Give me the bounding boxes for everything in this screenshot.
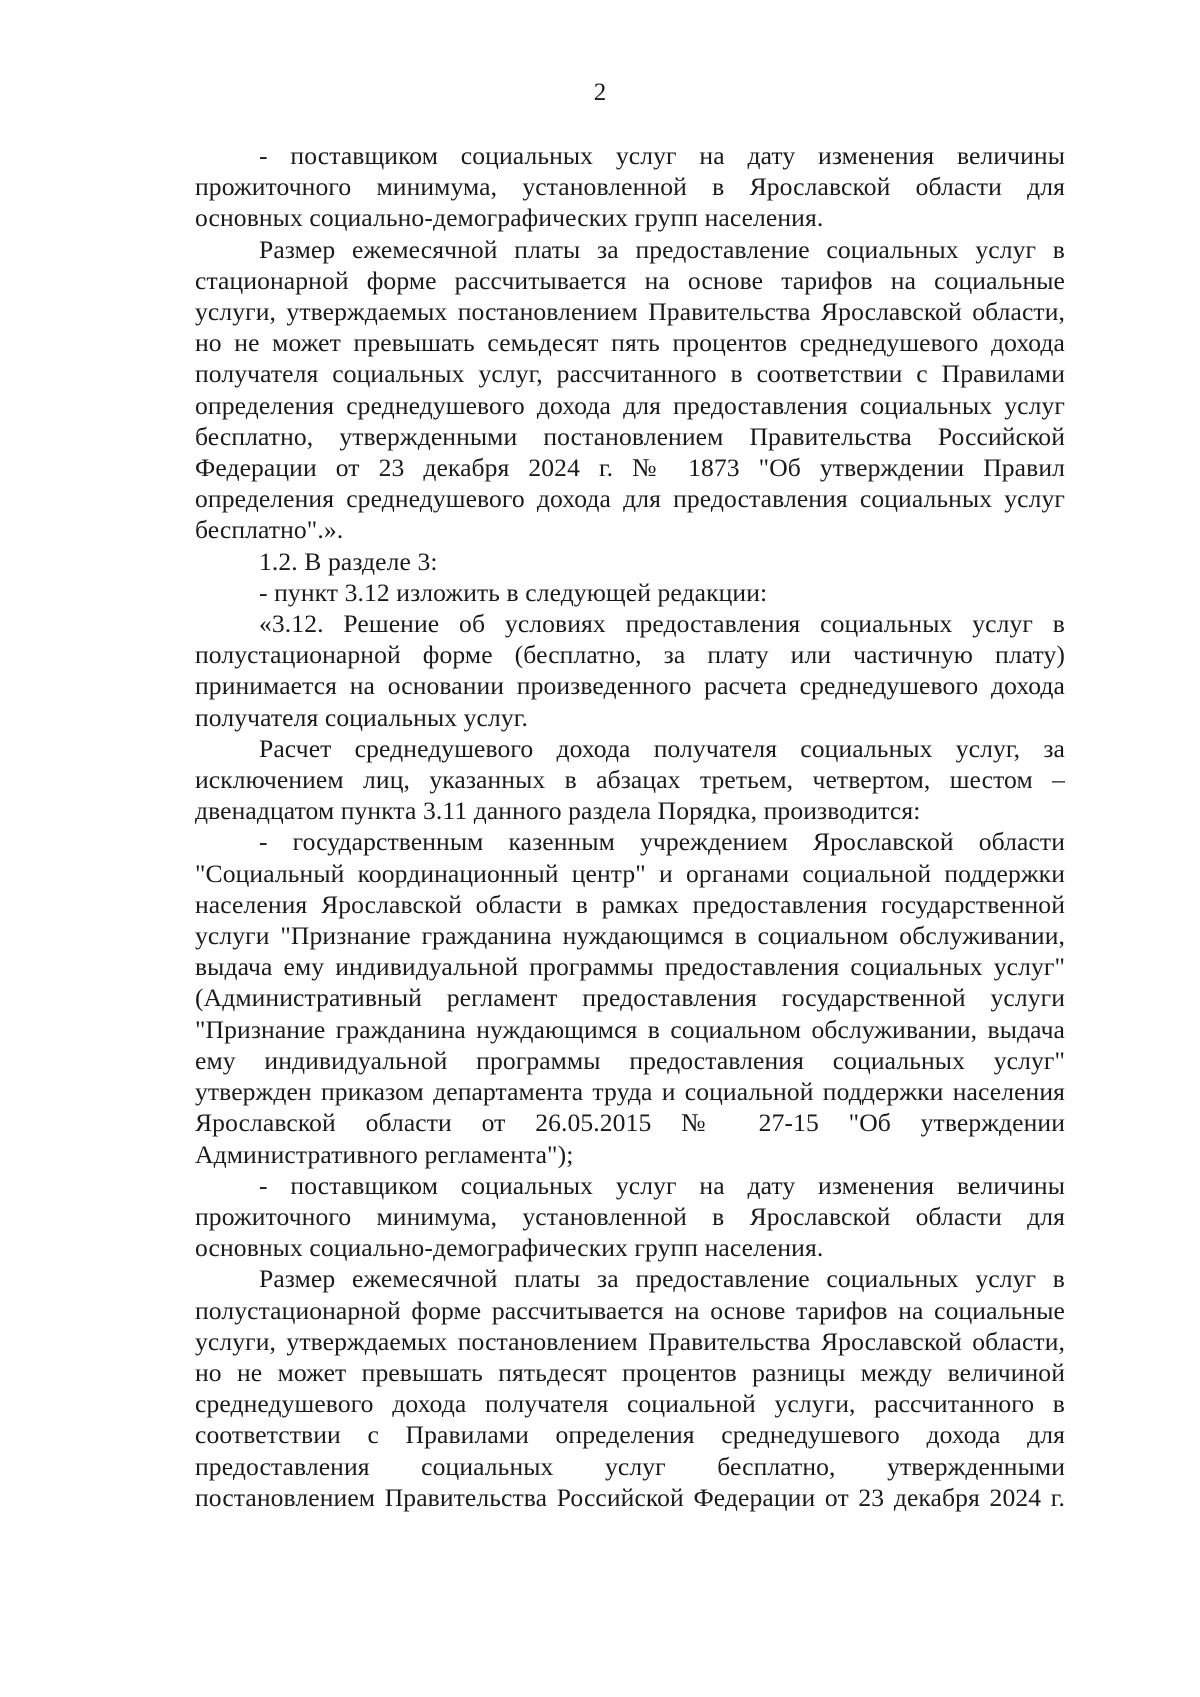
paragraph-stationary-fee: Размер ежемесячной платы за предоставление социальных услуг в стационарной форме рассчитывается на основе тарифов на социальные услуги, утверждаемых постановлением Правительства Ярославской области, но не может превышать семьдесят пять процентов среднедушевого дохода получателя социальных услуг, рассчитанного в соответствии с Правилами определения среднедушевого дохода для предоставления социальных услуг бесплатно, утвержденными постановлением Правительства Российской Федерации от 23 декабря 2024 г. № 1873 "Об утверждении Правил определения среднедушевого дохода для предоставления социальных услуг бесплатно".». <box>195 234 1065 545</box>
document-body <box>195 140 1065 1513</box>
paragraph-semistationary-fee: Размер ежемесячной платы за предоставление социальных услуг в полустационарной форме рассчитывается на основе тарифов на социальные услуги, утверждаемых постановлением Правительства Ярославской области, но не может превышать пятьдесят процентов разницы между величиной среднедушевого дохода получателя социальной услуги, рассчитанного в соответствии с Правилами определения среднедушевого дохода для предоставления социальных услуг бесплатно, утвержденными постановлением Правительства Российской Федерации от 23 декабря 2024 г. <box>195 1264 1065 1512</box>
paragraph-provider-recalc: - поставщиком социальных услуг на дату изменения величины прожиточного минимума, установленной в Ярославской области для основных социально-демографических групп населения. <box>195 141 1065 233</box>
paragraph-income-calculation: Расчет среднедушевого дохода получателя социальных услуг, за исключением лиц, указанных в абзацах третьем, четвертом, шестом – двенадцатом пункта 3.11 данного раздела Порядка, производится: <box>195 733 1065 826</box>
paragraph-clause-3-12: «3.12. Решение об условиях предоставления социальных услуг в полустационарной форме (бесплатно, за плату или частичную плату) принимается на основании произведенного расчета среднедушевого дохода получателя социальных услуг. <box>195 609 1065 732</box>
paragraph-section-heading: 1.2. В разделе 3: <box>259 546 438 576</box>
paragraph-state-institution: - государственным казенным учреждением Ярославской области "Социальный координационный центр" и органами социальной поддержки населения Ярославской области в рамках предоставления государственной услуги "Признание гражданина нуждающимся в социальном обслуживании, выдача ему индивидуальной программы предоставления социальных услуг" (Административный регламент предоставления государственной услуги "Признание гражданина нуждающимся в социальном обслуживании, выдача ему индивидуальной программы предоставления социальных услуг" утвержден приказом департамента труда и социальной поддержки населения Ярославской области от 26.05.2015 № 27-15 "Об утверждении Административного регламента"); <box>195 827 1065 1169</box>
page-number: 2 <box>593 79 607 106</box>
paragraph-item-instruction: - пункт 3.12 изложить в следующей редакции: <box>259 577 768 607</box>
paragraph-provider-recalc-2: - поставщиком социальных услуг на дату изменения величины прожиточного минимума, установленной в Ярославской области для основных социально-демографических групп населения. <box>195 1170 1065 1263</box>
